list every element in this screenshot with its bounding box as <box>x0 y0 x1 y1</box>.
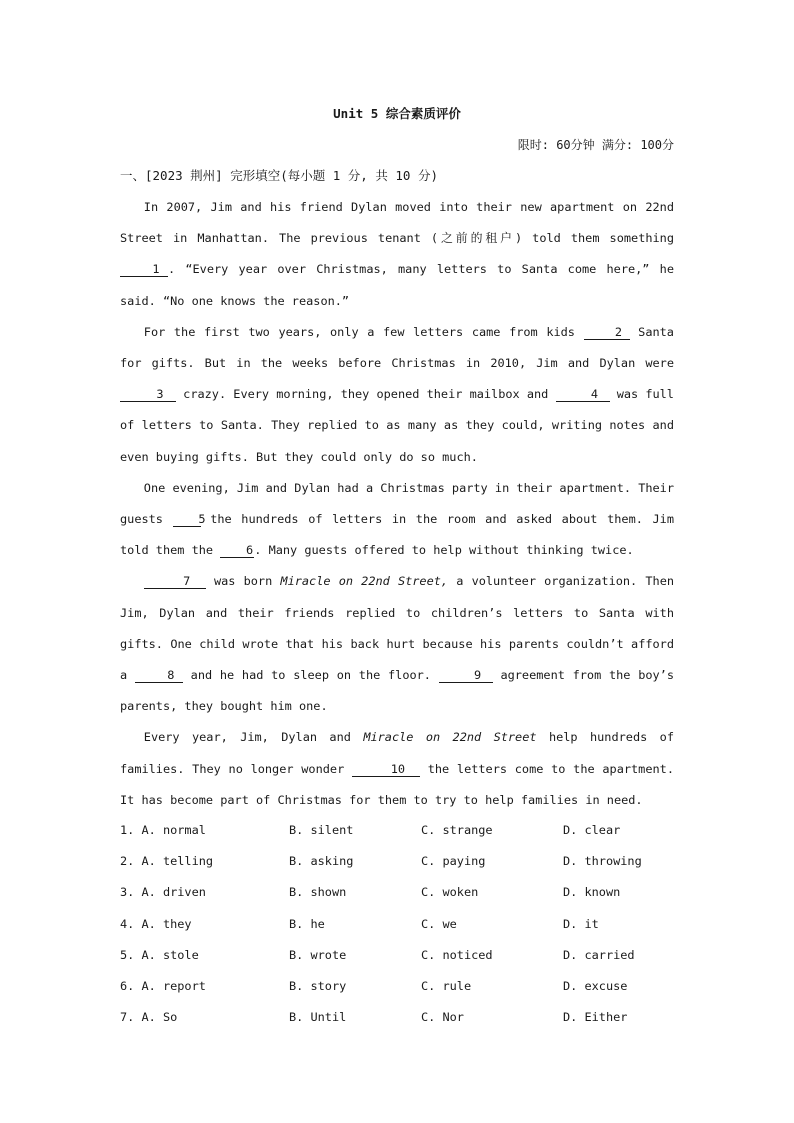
option-b: B. he <box>289 916 325 931</box>
option-b: B. asking <box>289 854 354 869</box>
text-span: a volunteer organization. Then Jim, Dylan and their friends replied to children’s letters to Santa with gifts. One child wrote that his back hurt because his parents couldn’t afford a <box>120 574 675 683</box>
paragraph-2 <box>120 317 674 473</box>
option-row <box>120 971 680 1002</box>
option-d: D. clear <box>563 823 621 837</box>
paragraph-4 <box>120 566 674 722</box>
blank-6: 6 <box>220 543 254 558</box>
cloze-passage <box>120 192 674 816</box>
option-b: B. Until <box>289 1010 347 1025</box>
option-a: 6. A. report <box>120 978 206 993</box>
text-span: . “Every year over Christmas, many letters to Santa come here,” he said. “No one knows the reason.” <box>120 262 674 308</box>
option-row <box>120 1002 680 1033</box>
option-row <box>120 846 680 877</box>
option-b: B. story <box>289 978 347 993</box>
option-d: D. carried <box>563 947 635 962</box>
blank-3: 3 <box>120 387 176 402</box>
text-span: Santa for gifts. But in the weeks before Christmas in 2010, Jim and Dylan were <box>120 324 674 371</box>
text-span: the hundreds of letters in the room and asked about them. Jim told them the <box>120 512 674 558</box>
option-row <box>120 815 680 846</box>
blank-5: 5 <box>173 512 201 527</box>
option-d: D. throwing <box>563 854 642 869</box>
option-a: 5. A. stole <box>120 947 199 962</box>
option-c: C. noticed <box>421 947 493 962</box>
blank-9: 9 <box>439 668 493 683</box>
option-d: D. known <box>563 885 621 900</box>
option-c: C. rule <box>421 978 472 993</box>
option-c: C. we <box>421 916 457 931</box>
time-score-info: 限时: 60分钟 满分: 100分 <box>517 138 674 152</box>
text-span: Every year, Jim, Dylan and <box>143 730 351 745</box>
option-b: B. shown <box>289 885 347 900</box>
paragraph-3 <box>120 473 674 567</box>
text-span: In 2007, Jim and his friend Dylan moved into their new apartment on 22nd Street in Manhattan. The previous tenant (之前的租户) told them something <box>120 200 674 246</box>
option-row <box>120 877 680 908</box>
blank-7: 7 <box>144 574 206 589</box>
text-span: the letters come to the apartment. It has become part of Christmas for them to try to help families in need. <box>120 761 674 807</box>
page-title: Unit 5 综合素质评价 <box>333 106 461 121</box>
text-span: agreement from the boy’s parents, they bought him one. <box>120 668 674 714</box>
option-d: D. excuse <box>563 978 628 993</box>
option-row <box>120 940 680 971</box>
option-a: 7. A. So <box>120 1010 178 1025</box>
option-a: 1. A. normal <box>120 823 206 837</box>
text-span: was born <box>213 574 273 589</box>
option-d: D. Either <box>563 1010 628 1025</box>
paragraph-5 <box>120 722 674 816</box>
option-row <box>120 909 680 940</box>
blank-4: 4 <box>556 387 610 402</box>
option-b: B. silent <box>289 823 354 837</box>
organization-name: Miracle on 22nd Street <box>363 730 537 745</box>
option-c: C. Nor <box>421 1010 464 1025</box>
option-c: C. paying <box>421 854 486 869</box>
option-c: C. woken <box>421 885 479 900</box>
option-d: D. it <box>563 916 599 931</box>
blank-1: 1 <box>120 262 168 277</box>
option-a: 4. A. they <box>120 916 192 931</box>
blank-2: 2 <box>584 325 630 340</box>
answer-options <box>120 815 680 1033</box>
text-span: was full of letters to Santa. They replied to as many as they could, writing notes and even buying gifts. But they could only do so much. <box>120 387 674 464</box>
text-span: For the first two years, only a few letters came from kids <box>143 324 575 339</box>
text-span: crazy. Every morning, they opened their mailbox and <box>183 387 549 402</box>
text-span: . Many guests offered to help without thinking twice. <box>254 543 634 558</box>
organization-name: Miracle on 22nd Street, <box>280 574 449 589</box>
option-c: C. strange <box>421 823 493 837</box>
option-a: 2. A. telling <box>120 854 214 869</box>
option-b: B. wrote <box>289 947 347 962</box>
text-span: and he had to sleep on the floor. <box>190 668 431 683</box>
section-heading: 一、[2023 荆州] 完形填空(每小题 1 分, 共 10 分) <box>120 168 438 183</box>
text-span: One evening, Jim and Dylan had a Christmas party in their apartment. Their guests <box>120 480 674 527</box>
paragraph-1 <box>120 192 674 317</box>
blank-8: 8 <box>135 668 183 683</box>
option-a: 3. A. driven <box>120 885 206 900</box>
text-span: help hundreds of families. They no longer wonder <box>120 730 674 776</box>
blank-10: 10 <box>352 762 420 777</box>
